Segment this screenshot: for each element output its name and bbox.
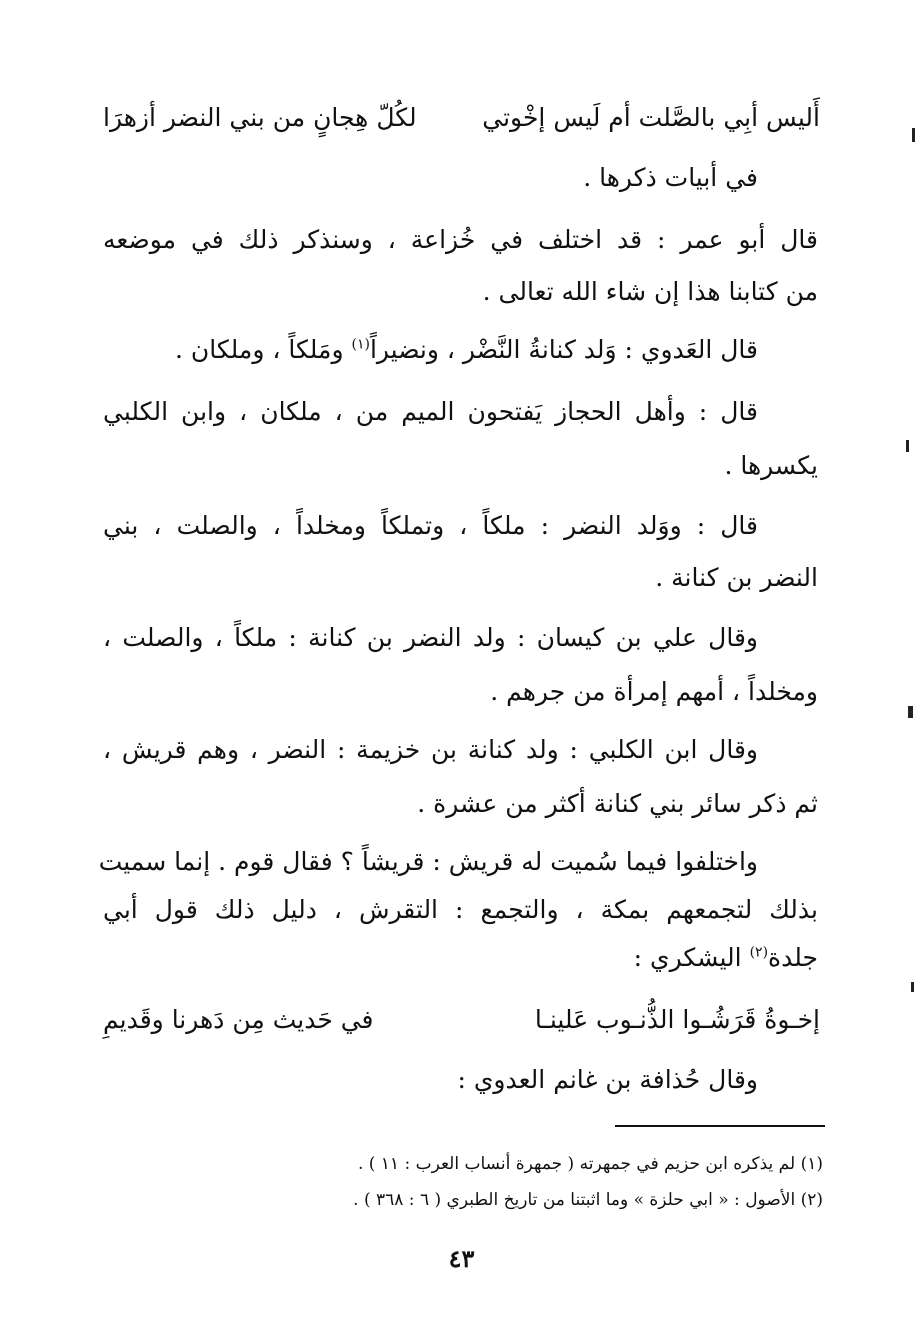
scan-mark	[911, 982, 914, 992]
scan-mark	[908, 706, 913, 718]
scan-mark	[912, 128, 915, 142]
footnote-ref-1: (١)	[351, 336, 370, 353]
paragraph-line: بذلك لتجمعهم بمكة ، والتجمع : التقرش ، دليل ذلك قول أبي	[103, 895, 818, 924]
text-segment: اليشكري :	[633, 943, 750, 972]
paragraph-line: واختلفوا فيما سُميت له قريش : قريشاً ؟ فقال قوم . إنما سميت	[98, 847, 758, 876]
paragraph-line: وقال ابن الكلبي : ولد كنانة بن خزيمة : النضر ، وهم قريش ،	[103, 735, 758, 764]
paragraph-line: ومخلداً ، أمهم إمرأة من جرهم .	[490, 677, 818, 706]
paragraph-line: النضر بن كنانة .	[655, 563, 818, 592]
page-number: ٤٣	[448, 1244, 475, 1273]
verse-1-first-hemistich: أَليس أبِي بالصَّلت أم لَيس إخْوتي	[482, 103, 820, 132]
paragraph-line: وقال حُذافة بن غانم العدوي :	[457, 1065, 758, 1094]
paragraph-line: من كتابنا هذا إن شاء الله تعالى .	[482, 277, 818, 306]
scan-mark	[906, 440, 909, 452]
paragraph-line: يكسرها .	[724, 451, 818, 480]
verse-2-second-hemistich: في حَديث مِن دَهرنا وقَديمِ	[103, 1005, 374, 1034]
paragraph-line: قال : وأهل الحجاز يَفتحون الميم من ، ملكان ، وابن الكلبي	[103, 397, 758, 426]
footnote-ref-2: (٢)	[749, 944, 769, 961]
paragraph-line: قال : ووَلد النضر : ملكاً ، وتملكاً ومخلداً ، والصلت ، بني	[103, 511, 758, 540]
paragraph-line: ثم ذكر سائر بني كنانة أكثر من عشرة .	[417, 789, 818, 818]
paragraph-line: قال أبو عمر : قد اختلف في خُزاعة ، وسنذكر ذلك في موضعه	[103, 225, 818, 254]
paragraph-line: في أبيات ذكرها .	[583, 163, 758, 192]
verse-2-first-hemistich: إخـوةُ قَرَشُـوا الذُّنـوب عَلينـا	[534, 1005, 820, 1034]
text-segment: قال العَدوي : وَلد كنانةُ النَّضْر ، ونضيراً	[369, 335, 758, 364]
footnote-2: (٢) الأصول : « ابي حلزة » وما اثبتنا من تاريخ الطبري ( ٦ : ٣٦٨ ) .	[353, 1190, 823, 1210]
paragraph-line: وقال علي بن كيسان : ولد النضر بن كنانة : ملكاً ، والصلت ،	[103, 623, 758, 652]
paragraph-line	[103, 942, 818, 974]
text-segment: جلدة	[768, 943, 818, 972]
footnote-separator	[615, 1125, 825, 1127]
footnote-1: (١) لم يذكره ابن حزيم في جمهرته ( جمهرة أنساب العرب : ١١ ) .	[357, 1154, 823, 1174]
verse-1-second-hemistich: لكُلّ هِجانٍ من بني النضر أزهرَا	[103, 103, 417, 132]
paragraph-line	[43, 334, 758, 366]
text-segment: ومَلكاً ، وملكان .	[174, 335, 352, 364]
